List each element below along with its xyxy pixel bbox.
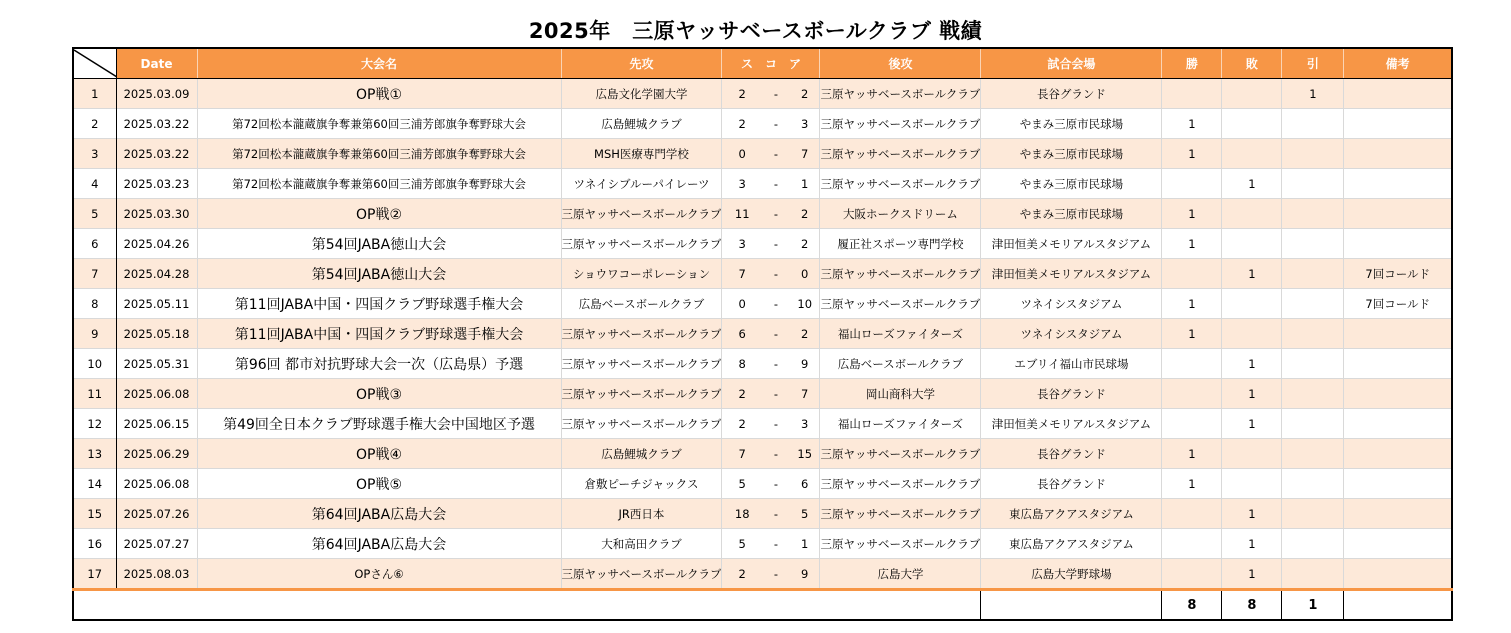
tournament-cell[interactable]: OPさん⑥ xyxy=(197,559,561,590)
table-row xyxy=(73,259,1452,289)
first-team-cell[interactable]: 倉敷ピーチジャックス xyxy=(561,469,722,499)
draw-cell[interactable] xyxy=(1282,439,1344,469)
score-second-cell[interactable]: 6 xyxy=(790,469,820,499)
row-number[interactable]: 15 xyxy=(73,499,116,529)
score-second-cell[interactable]: 2 xyxy=(790,79,820,109)
score-second-cell[interactable]: 2 xyxy=(790,199,820,229)
first-team-cell[interactable]: 大和高田クラブ xyxy=(561,529,722,559)
notes-cell[interactable]: 7回コールド xyxy=(1344,259,1452,289)
row-number[interactable]: 3 xyxy=(73,139,116,169)
score-second-cell[interactable]: 9 xyxy=(790,559,820,590)
score-second-cell[interactable]: 3 xyxy=(790,109,820,139)
table-row xyxy=(73,79,1452,109)
loss-cell[interactable]: 1 xyxy=(1222,499,1282,529)
row-number[interactable]: 13 xyxy=(73,439,116,469)
tournament-cell[interactable]: 第72回松本瀧蔵旗争奪兼第60回三浦芳郎旗争奪野球大会 xyxy=(197,109,561,139)
first-team-cell[interactable]: 三原ヤッサベースボールクラブ xyxy=(561,379,722,409)
second-team-cell[interactable]: 履正社スポーツ専門学校 xyxy=(820,229,981,259)
venue-cell[interactable]: ツネイシスタジアム xyxy=(981,319,1162,349)
win-cell[interactable]: 1 xyxy=(1162,139,1222,169)
second-team-cell[interactable]: 三原ヤッサベースボールクラブ xyxy=(820,469,981,499)
draw-cell[interactable] xyxy=(1282,109,1344,139)
totals-blank-notes xyxy=(1344,590,1452,621)
win-cell[interactable]: 1 xyxy=(1162,229,1222,259)
date-cell[interactable]: 2025.04.28 xyxy=(116,259,197,289)
second-team-cell[interactable]: 福山ローズファイターズ xyxy=(820,319,981,349)
score-first-cell[interactable]: 7 xyxy=(722,259,762,289)
row-number[interactable]: 17 xyxy=(73,559,116,590)
second-team-cell[interactable]: 三原ヤッサベースボールクラブ xyxy=(820,289,981,319)
venue-cell[interactable]: やまみ三原市民球場 xyxy=(981,109,1162,139)
date-cell[interactable]: 2025.08.03 xyxy=(116,559,197,590)
venue-cell[interactable]: 長谷グランド xyxy=(981,439,1162,469)
corner-cell xyxy=(73,48,116,79)
loss-cell[interactable] xyxy=(1222,439,1282,469)
date-cell[interactable]: 2025.03.22 xyxy=(116,139,197,169)
score-dash-cell[interactable]: - xyxy=(762,259,790,289)
draw-cell[interactable] xyxy=(1282,379,1344,409)
date-cell[interactable]: 2025.06.08 xyxy=(116,379,197,409)
score-second-cell[interactable]: 7 xyxy=(790,379,820,409)
score-dash-cell[interactable]: - xyxy=(762,79,790,109)
score-dash-cell[interactable]: - xyxy=(762,349,790,379)
draw-cell[interactable] xyxy=(1282,229,1344,259)
second-team-cell[interactable]: 三原ヤッサベースボールクラブ xyxy=(820,499,981,529)
second-team-cell[interactable]: 三原ヤッサベースボールクラブ xyxy=(820,169,981,199)
loss-cell[interactable]: 1 xyxy=(1222,559,1282,590)
date-cell[interactable]: 2025.03.30 xyxy=(116,199,197,229)
row-number[interactable]: 6 xyxy=(73,229,116,259)
score-first-cell[interactable]: 6 xyxy=(722,319,762,349)
venue-cell[interactable]: エブリイ福山市民球場 xyxy=(981,349,1162,379)
score-first-cell[interactable]: 2 xyxy=(722,559,762,590)
score-dash-cell[interactable]: - xyxy=(762,529,790,559)
venue-cell[interactable]: やまみ三原市民球場 xyxy=(981,199,1162,229)
header-tournament[interactable]: 大会名 xyxy=(197,48,561,79)
score-first-cell[interactable]: 8 xyxy=(722,349,762,379)
draw-cell[interactable] xyxy=(1282,469,1344,499)
score-second-cell[interactable]: 2 xyxy=(790,229,820,259)
score-second-cell[interactable]: 3 xyxy=(790,409,820,439)
win-cell[interactable]: 1 xyxy=(1162,439,1222,469)
score-first-cell[interactable]: 7 xyxy=(722,439,762,469)
loss-cell[interactable]: 1 xyxy=(1222,349,1282,379)
tournament-cell[interactable]: OP戦④ xyxy=(197,439,561,469)
notes-cell[interactable] xyxy=(1344,79,1452,109)
totals-blank-left xyxy=(73,590,981,621)
tournament-cell[interactable]: 第72回松本瀧蔵旗争奪兼第60回三浦芳郎旗争奪野球大会 xyxy=(197,139,561,169)
score-first-cell[interactable]: 5 xyxy=(722,529,762,559)
first-team-cell[interactable]: 三原ヤッサベースボールクラブ xyxy=(561,559,722,590)
table-row xyxy=(73,139,1452,169)
date-cell[interactable]: 2025.07.27 xyxy=(116,529,197,559)
tournament-cell[interactable]: 第54回JABA徳山大会 xyxy=(197,229,561,259)
notes-cell[interactable] xyxy=(1344,439,1452,469)
loss-cell[interactable] xyxy=(1222,139,1282,169)
loss-cell[interactable]: 1 xyxy=(1222,379,1282,409)
tournament-cell[interactable]: 第64回JABA広島大会 xyxy=(197,529,561,559)
row-number[interactable]: 14 xyxy=(73,469,116,499)
second-team-cell[interactable]: 三原ヤッサベースボールクラブ xyxy=(820,139,981,169)
win-cell[interactable]: 1 xyxy=(1162,289,1222,319)
row-number[interactable]: 7 xyxy=(73,259,116,289)
notes-cell[interactable] xyxy=(1344,199,1452,229)
score-second-cell[interactable]: 15 xyxy=(790,439,820,469)
score-first-cell[interactable]: 3 xyxy=(722,229,762,259)
date-cell[interactable]: 2025.05.18 xyxy=(116,319,197,349)
first-team-cell[interactable]: 三原ヤッサベースボールクラブ xyxy=(561,319,722,349)
score-second-cell[interactable]: 5 xyxy=(790,499,820,529)
second-team-cell[interactable]: 大阪ホークスドリーム xyxy=(820,199,981,229)
notes-cell[interactable] xyxy=(1344,169,1452,199)
win-cell[interactable] xyxy=(1162,529,1222,559)
score-first-cell[interactable]: 2 xyxy=(722,109,762,139)
row-number[interactable]: 4 xyxy=(73,169,116,199)
table-row xyxy=(73,289,1452,319)
second-team-cell[interactable]: 三原ヤッサベースボールクラブ xyxy=(820,79,981,109)
table-row xyxy=(73,469,1452,499)
score-second-cell[interactable]: 10 xyxy=(790,289,820,319)
loss-cell[interactable] xyxy=(1222,319,1282,349)
score-dash-cell[interactable]: - xyxy=(762,229,790,259)
win-cell[interactable] xyxy=(1162,499,1222,529)
header-venue[interactable]: 試合会場 xyxy=(981,48,1162,79)
first-team-cell[interactable]: 三原ヤッサベースボールクラブ xyxy=(561,229,722,259)
win-cell[interactable]: 1 xyxy=(1162,199,1222,229)
date-cell[interactable]: 2025.07.26 xyxy=(116,499,197,529)
second-team-cell[interactable]: 岡山商科大学 xyxy=(820,379,981,409)
score-first-cell[interactable]: 11 xyxy=(722,199,762,229)
loss-cell[interactable]: 1 xyxy=(1222,169,1282,199)
score-second-cell[interactable]: 7 xyxy=(790,139,820,169)
tournament-cell[interactable]: OP戦② xyxy=(197,199,561,229)
draw-cell[interactable] xyxy=(1282,199,1344,229)
table-row xyxy=(73,199,1452,229)
row-number[interactable]: 11 xyxy=(73,379,116,409)
score-dash-cell[interactable]: - xyxy=(762,409,790,439)
score-second-cell[interactable]: 2 xyxy=(790,319,820,349)
score-dash-cell[interactable]: - xyxy=(762,559,790,590)
row-number[interactable]: 2 xyxy=(73,109,116,139)
draw-cell[interactable] xyxy=(1282,139,1344,169)
row-number[interactable]: 16 xyxy=(73,529,116,559)
notes-cell[interactable] xyxy=(1344,139,1452,169)
page-title: 2025年 三原ヤッサベースボールクラブ 戦績 xyxy=(528,19,983,43)
win-cell[interactable]: 1 xyxy=(1162,109,1222,139)
draw-cell[interactable] xyxy=(1282,319,1344,349)
score-first-cell[interactable]: 18 xyxy=(722,499,762,529)
score-first-cell[interactable]: 2 xyxy=(722,409,762,439)
date-cell[interactable]: 2025.05.11 xyxy=(116,289,197,319)
totals-row xyxy=(73,590,1452,621)
draw-cell[interactable] xyxy=(1282,409,1344,439)
loss-cell[interactable] xyxy=(1222,109,1282,139)
score-first-cell[interactable]: 0 xyxy=(722,289,762,319)
row-number[interactable]: 9 xyxy=(73,319,116,349)
date-cell[interactable]: 2025.03.09 xyxy=(116,79,197,109)
table-row xyxy=(73,349,1452,379)
venue-cell[interactable]: 東広島アクアスタジアム xyxy=(981,529,1162,559)
score-first-cell[interactable]: 0 xyxy=(722,139,762,169)
tournament-cell[interactable]: OP戦① xyxy=(197,79,561,109)
total-losses[interactable]: 8 xyxy=(1222,590,1282,621)
notes-cell[interactable] xyxy=(1344,559,1452,590)
tournament-cell[interactable]: 第11回JABA中国・四国クラブ野球選手権大会 xyxy=(197,319,561,349)
draw-cell[interactable] xyxy=(1282,259,1344,289)
notes-cell[interactable] xyxy=(1344,469,1452,499)
notes-cell[interactable] xyxy=(1344,499,1452,529)
total-draws[interactable]: 1 xyxy=(1282,590,1344,621)
second-team-cell[interactable]: 三原ヤッサベースボールクラブ xyxy=(820,259,981,289)
date-cell[interactable]: 2025.03.23 xyxy=(116,169,197,199)
first-team-cell[interactable]: 広島鯉城クラブ xyxy=(561,109,722,139)
win-cell[interactable]: 1 xyxy=(1162,319,1222,349)
loss-cell[interactable] xyxy=(1222,289,1282,319)
tournament-cell[interactable]: 第54回JABA徳山大会 xyxy=(197,259,561,289)
notes-cell[interactable] xyxy=(1344,229,1452,259)
row-number[interactable]: 5 xyxy=(73,199,116,229)
totals-blank-venue xyxy=(981,590,1162,621)
first-team-cell[interactable]: ショウワコーポレーション xyxy=(561,259,722,289)
first-team-cell[interactable]: JR西日本 xyxy=(561,499,722,529)
date-cell[interactable]: 2025.05.31 xyxy=(116,349,197,379)
score-second-cell[interactable]: 1 xyxy=(790,169,820,199)
score-dash-cell[interactable]: - xyxy=(762,379,790,409)
draw-cell[interactable]: 1 xyxy=(1282,79,1344,109)
header-row xyxy=(73,48,1452,79)
score-dash-cell[interactable]: - xyxy=(762,139,790,169)
win-cell[interactable] xyxy=(1162,169,1222,199)
second-team-cell[interactable]: 広島大学 xyxy=(820,559,981,590)
score-first-cell[interactable]: 2 xyxy=(722,79,762,109)
score-dash-cell[interactable]: - xyxy=(762,199,790,229)
score-dash-cell[interactable]: - xyxy=(762,499,790,529)
notes-cell[interactable]: 7回コールド xyxy=(1344,289,1452,319)
notes-cell[interactable] xyxy=(1344,379,1452,409)
table-row xyxy=(73,109,1452,139)
row-number[interactable]: 10 xyxy=(73,349,116,379)
first-team-cell[interactable]: 三原ヤッサベースボールクラブ xyxy=(561,199,722,229)
second-team-cell[interactable]: 三原ヤッサベースボールクラブ xyxy=(820,529,981,559)
venue-cell[interactable]: 東広島アクアスタジアム xyxy=(981,499,1162,529)
venue-cell[interactable]: やまみ三原市民球場 xyxy=(981,139,1162,169)
row-number[interactable]: 1 xyxy=(73,79,116,109)
loss-cell[interactable] xyxy=(1222,469,1282,499)
score-first-cell[interactable]: 2 xyxy=(722,379,762,409)
win-cell[interactable] xyxy=(1162,409,1222,439)
draw-cell[interactable] xyxy=(1282,289,1344,319)
score-dash-cell[interactable]: - xyxy=(762,289,790,319)
tournament-cell[interactable]: 第11回JABA中国・四国クラブ野球選手権大会 xyxy=(197,289,561,319)
tournament-cell[interactable]: 第72回松本瀧蔵旗争奪兼第60回三浦芳郎旗争奪野球大会 xyxy=(197,169,561,199)
tournament-cell[interactable]: 第64回JABA広島大会 xyxy=(197,499,561,529)
loss-cell[interactable] xyxy=(1222,229,1282,259)
score-dash-cell[interactable]: - xyxy=(762,319,790,349)
first-team-cell[interactable]: ツネイシブルーパイレーツ xyxy=(561,169,722,199)
table-row xyxy=(73,409,1452,439)
header-score[interactable]: ス コ ア xyxy=(722,48,820,79)
date-cell[interactable]: 2025.06.08 xyxy=(116,469,197,499)
table-row xyxy=(73,439,1452,469)
loss-cell[interactable]: 1 xyxy=(1222,409,1282,439)
row-number[interactable]: 12 xyxy=(73,409,116,439)
score-dash-cell[interactable]: - xyxy=(762,169,790,199)
tournament-cell[interactable]: 第49回全日本クラブ野球選手権大会中国地区予選 xyxy=(197,409,561,439)
table-row xyxy=(73,559,1452,590)
draw-cell[interactable] xyxy=(1282,529,1344,559)
win-cell[interactable] xyxy=(1162,379,1222,409)
table-body xyxy=(73,79,1452,590)
venue-cell[interactable]: 長谷グランド xyxy=(981,379,1162,409)
notes-cell[interactable] xyxy=(1344,319,1452,349)
tournament-cell[interactable]: OP戦③ xyxy=(197,379,561,409)
header-notes[interactable]: 備考 xyxy=(1344,48,1452,79)
first-team-cell[interactable]: MSH医療専門学校 xyxy=(561,139,722,169)
draw-cell[interactable] xyxy=(1282,169,1344,199)
header-loss[interactable]: 敗 xyxy=(1222,48,1282,79)
notes-cell[interactable] xyxy=(1344,529,1452,559)
venue-cell[interactable]: 津田恒美メモリアルスタジアム xyxy=(981,409,1162,439)
venue-cell[interactable]: 広島大学野球場 xyxy=(981,559,1162,590)
score-second-cell[interactable]: 1 xyxy=(790,529,820,559)
win-cell[interactable] xyxy=(1162,259,1222,289)
win-cell[interactable] xyxy=(1162,559,1222,590)
score-dash-cell[interactable]: - xyxy=(762,439,790,469)
first-team-cell[interactable]: 広島鯉城クラブ xyxy=(561,439,722,469)
venue-cell[interactable]: やまみ三原市民球場 xyxy=(981,169,1162,199)
score-second-cell[interactable]: 9 xyxy=(790,349,820,379)
first-team-cell[interactable]: 三原ヤッサベースボールクラブ xyxy=(561,349,722,379)
score-first-cell[interactable]: 3 xyxy=(722,169,762,199)
row-number[interactable]: 8 xyxy=(73,289,116,319)
total-wins[interactable]: 8 xyxy=(1162,590,1222,621)
tournament-cell[interactable]: 第96回 都市対抗野球大会一次（広島県）予選 xyxy=(197,349,561,379)
draw-cell[interactable] xyxy=(1282,559,1344,590)
tournament-cell[interactable]: OP戦⑤ xyxy=(197,469,561,499)
date-cell[interactable]: 2025.06.29 xyxy=(116,439,197,469)
win-cell[interactable]: 1 xyxy=(1162,469,1222,499)
table-row xyxy=(73,529,1452,559)
win-cell[interactable] xyxy=(1162,349,1222,379)
first-team-cell[interactable]: 広島ベースボールクラブ xyxy=(561,289,722,319)
score-second-cell[interactable]: 0 xyxy=(790,259,820,289)
loss-cell[interactable] xyxy=(1222,79,1282,109)
second-team-cell[interactable]: 三原ヤッサベースボールクラブ xyxy=(820,109,981,139)
notes-cell[interactable] xyxy=(1344,109,1452,139)
score-first-cell[interactable]: 5 xyxy=(722,469,762,499)
table-row xyxy=(73,379,1452,409)
header-draw[interactable]: 引 xyxy=(1282,48,1344,79)
header-date[interactable]: Date xyxy=(116,48,197,79)
venue-cell[interactable]: 津田恒美メモリアルスタジアム xyxy=(981,229,1162,259)
venue-cell[interactable]: 長谷グランド xyxy=(981,79,1162,109)
table-row xyxy=(73,319,1452,349)
notes-cell[interactable] xyxy=(1344,409,1452,439)
win-cell[interactable] xyxy=(1162,79,1222,109)
draw-cell[interactable] xyxy=(1282,499,1344,529)
first-team-cell[interactable]: 三原ヤッサベースボールクラブ xyxy=(561,409,722,439)
date-cell[interactable]: 2025.04.26 xyxy=(116,229,197,259)
second-team-cell[interactable]: 広島ベースボールクラブ xyxy=(820,349,981,379)
score-dash-cell[interactable]: - xyxy=(762,109,790,139)
draw-cell[interactable] xyxy=(1282,349,1344,379)
notes-cell[interactable] xyxy=(1344,349,1452,379)
date-cell[interactable]: 2025.03.22 xyxy=(116,109,197,139)
first-team-cell[interactable]: 広島文化学園大学 xyxy=(561,79,722,109)
second-team-cell[interactable]: 三原ヤッサベースボールクラブ xyxy=(820,439,981,469)
table-row xyxy=(73,229,1452,259)
header-win[interactable]: 勝 xyxy=(1162,48,1222,79)
loss-cell[interactable]: 1 xyxy=(1222,529,1282,559)
header-first[interactable]: 先攻 xyxy=(561,48,722,79)
diagonal-line-icon xyxy=(74,49,116,78)
venue-cell[interactable]: ツネイシスタジアム xyxy=(981,289,1162,319)
header-second[interactable]: 後攻 xyxy=(820,48,981,79)
venue-cell[interactable]: 津田恒美メモリアルスタジアム xyxy=(981,259,1162,289)
loss-cell[interactable]: 1 xyxy=(1222,259,1282,289)
date-cell[interactable]: 2025.06.15 xyxy=(116,409,197,439)
second-team-cell[interactable]: 福山ローズファイターズ xyxy=(820,409,981,439)
loss-cell[interactable] xyxy=(1222,199,1282,229)
table-row xyxy=(73,169,1452,199)
venue-cell[interactable]: 長谷グランド xyxy=(981,469,1162,499)
table-row xyxy=(73,499,1452,529)
score-dash-cell[interactable]: - xyxy=(762,469,790,499)
game-record-table xyxy=(72,47,1453,621)
